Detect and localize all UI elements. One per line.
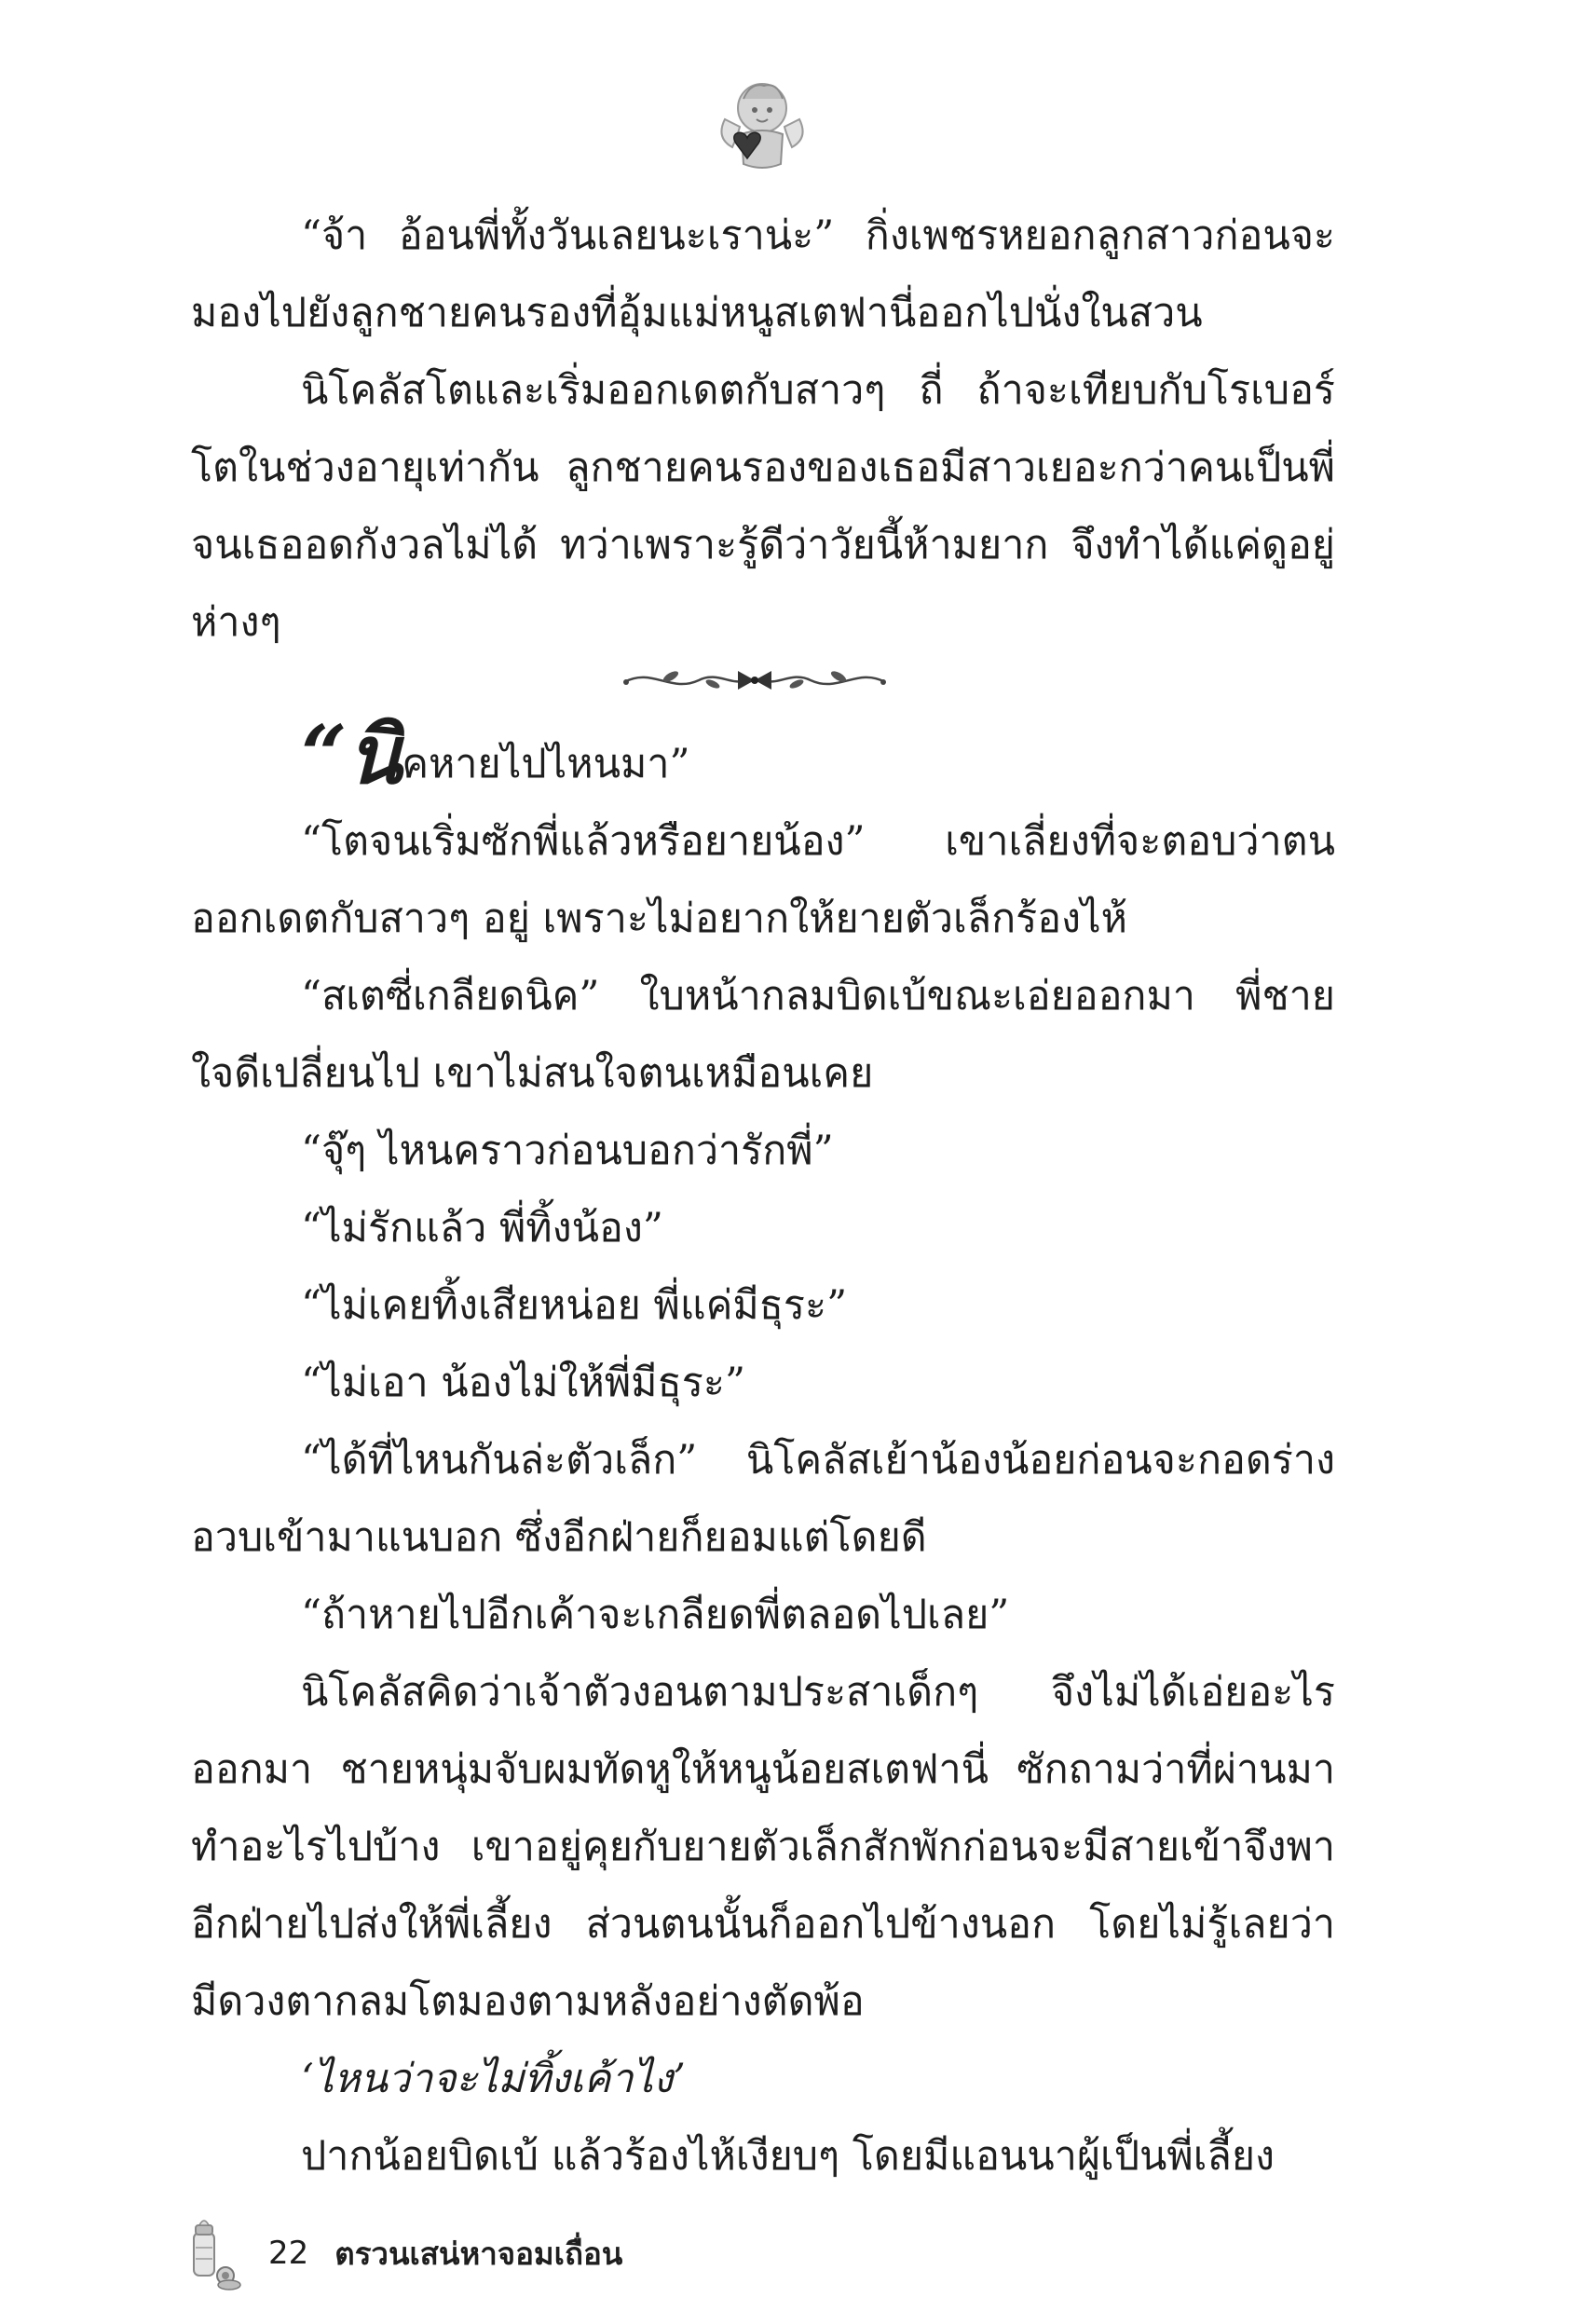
page-number: 22 — [268, 2235, 309, 2272]
paragraph: “โตจนเริ่มซักพี่แล้วหรือยายน้อง” เขาเลี่ยงที่จะตอบว่าตนออกเดตกับสาวๆ อยู่ เพราะไม่อยากให้ยายตัวเล็กร้องไห้ — [191, 818, 1335, 942]
opening-text: คหายไปไหนมา” — [402, 741, 690, 787]
drop-cap: “นิ — [301, 708, 402, 802]
paragraph: “สเตซี่เกลียดนิค” ใบหน้ากลมบิดเบ้ขณะเอ่ยออกมา พี่ชายใจดีเปลี่ยนไป เขาไม่สนใจตนเหมือนเคย — [191, 973, 1335, 1097]
paragraph: “จุ๊ๆ ไหนคราวก่อนบอกว่ารักพี่” — [301, 1128, 834, 1174]
italic-thought: ‘ไหนว่าจะไม่ทิ้งเค้าไง’ — [301, 2056, 686, 2102]
paragraph: นิโคลัสคิดว่าเจ้าตัวงอนตามประสาเด็กๆ จึงไม่ได้เอ่ยอะไรออกมา ชายหนุ่มจับผมทัดหูให้หนูน้อยสเตฟานี่ ซักถามว่าที่ผ่านมาทำอะไรไปบ้าง เขาอยู่คุยกับยายตัวเล็กสักพักก่อนจะมีสายเข้าจึงพาอีกฝ่ายไปส่งให้พี่เลี้ยง ส่วนตนนั้นก็ออกไปข้างนอก โดยไม่รู้เลยว่ามีดวงตากลมโตมองตามหลังอย่างตัดพ้อ — [191, 1669, 1335, 2025]
baby-bottle-and-pacifier-icon — [186, 2216, 242, 2290]
flourish-divider-icon — [615, 662, 894, 699]
paragraph: นิโคลัสโตและเริ่มออกเดตกับสาวๆ ถี่ ถ้าจะเทียบกับโรเบอร์โตในช่วงอายุเท่ากัน ลูกชายคนรองของเธอมีสาวเยอะกว่าคนเป็นพี่จนเธออดกังวลไม่ได้ ทว่าเพราะรู้ดีว่าวัยนี้ห้ามยาก จึงทำได้แค่ดูอยู่ห่างๆ — [191, 367, 1335, 646]
paragraph: “ไม่เคยทิ้งเสียหน่อย พี่แค่มีธุระ” — [301, 1282, 848, 1329]
body-text-bottom — [191, 708, 1335, 2195]
chapter-opening — [191, 708, 1335, 803]
body-text-top — [191, 198, 1335, 662]
paragraph: ปากน้อยบิดเบ้ แล้วร้องไห้เงียบๆ โดยมีแอนนาผู้เป็นพี่เลี้ยง — [301, 2133, 1275, 2180]
cherub-holding-heart-icon — [716, 73, 809, 175]
paragraph: “จ้า อ้อนพี่ทั้งวันเลยนะเราน่ะ” กิ่งเพชรหยอกลูกสาวก่อนจะมองไปยังลูกชายคนรองที่อุ้มแม่หนูสเตฟานี่ออกไปนั่งในสวน — [191, 212, 1335, 336]
book-title: ตรวนเสน่หาจอมเถื่อน — [334, 2235, 623, 2272]
paragraph: “ไม่เอา น้องไม่ให้พี่มีธุระ” — [301, 1360, 745, 1406]
paragraph: “ได้ที่ไหนกันล่ะตัวเล็ก” นิโคลัสเย้าน้องน้อยก่อนจะกอดร่างอวบเข้ามาแนบอก ซึ่งอีกฝ่ายก็ยอมแต่โดยดี — [191, 1437, 1335, 1561]
page-footer — [186, 2216, 622, 2290]
paragraph: “ถ้าหายไปอีกเค้าจะเกลียดพี่ตลอดไปเลย” — [301, 1592, 1010, 1638]
paragraph: “ไม่รักแล้ว พี่ทิ้งน้อง” — [301, 1205, 663, 1251]
